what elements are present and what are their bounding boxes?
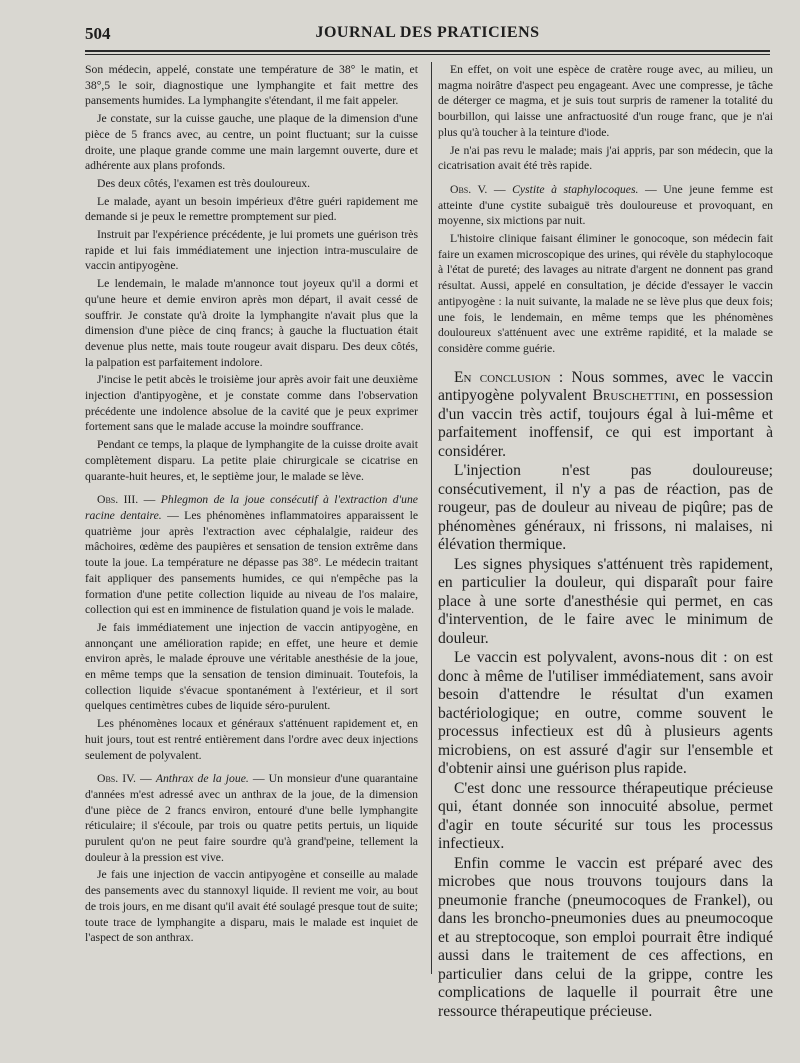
journal-title: JOURNAL DES PRATICIENS xyxy=(315,24,540,41)
header-rule-thin xyxy=(85,54,770,55)
conclusion-text-b: , en possession d'un vaccin très actif, toujours égal à lui-même et parfaitement inoffensif, ce qui est important à considérer. xyxy=(438,387,773,460)
paragraph: Enfin comme le vaccin est préparé avec des microbes que nous trouvons toujours dans la pneumonie franche (pneumocoques de Frankel), ou dans les broncho-pneumonies dues au pneumocoque et au streptocoque, son emploi pourrait être indiqué aussi dans le traitement de ces affections, en particulier dans celui de la grippe, contre les complications de laquelle il pourrait être une ressource thérapeutique précieuse. xyxy=(438,854,773,1020)
paragraph: Le lendemain, le malade m'annonce tout joyeux qu'il a dormi et qu'une heure et demie environ après mon départ, il avait cessé de souffrir. Je constate qu'à droite la lymphangite n'avait plus que la dimension d'une pièce de cinq francs; à gauche la fluctuation était devenue plus nette, mais toute rougeur avait disparu. Des deux côtés, la palpation est parfaitement indolore. xyxy=(85,277,418,369)
paragraph: Le vaccin est polyvalent, avons-nous dit : on est donc à même de l'utiliser immédiatement, sans avoir besoin d'attendre le résultat d'un examen bactériologique; en outre, comme souvent le processus infectieux est dû à plusieurs agents microbiens, on est assuré d'agir sur l'ensemble et d'obtenir ainsi une guérison plus rapide. xyxy=(438,649,773,778)
observation-title: Phlegmon de la joue consécutif à l'extraction d'une racine dentaire. xyxy=(85,493,418,522)
paragraph: Des deux côtés, l'examen est très douloureux. xyxy=(97,176,311,190)
conclusion-section xyxy=(438,369,773,1022)
observation-label: Obs. IV. — xyxy=(97,772,152,786)
conclusion-label: En conclusion : xyxy=(454,368,564,386)
paragraph: Les signes physiques s'atténuent très rapidement, en particulier la douleur, qui disparaît pour faire place à une sorte d'anesthésie qui permet, en cas d'intervention, de le faire avec le minimum de douleur. xyxy=(438,555,773,647)
page-number: 504 xyxy=(85,24,111,43)
right-small-text xyxy=(438,62,773,357)
observation-3 xyxy=(85,492,418,618)
observation-4 xyxy=(85,771,418,865)
paragraph: Son médecin, appelé, constate une température de 38° le matin, et 38°,5 le soir, diagnostique une lymphangite et fait mettre des pansements humides. La lymphangite s'étendant, il me fait appeler. xyxy=(85,63,418,108)
observation-title: Cystite à staphylocoques. xyxy=(512,182,639,196)
observation-text: — Les phénomènes inflammatoires apparaissent le quatrième jour après l'extraction avec céphalalgie, raideur des mâchoires, œdème des paupières et sensation de tension extrême dans toute la joue. La température ne dépasse pas 38°. Le médecin traitant fait appliquer des pansements humides, ce qui n'empêche pas la formation d'une petite collection liquide au niveau de l'os malaire, collection qui est en imminence de fistulation quand je vois le malade. xyxy=(85,508,419,617)
conclusion-paragraph xyxy=(438,369,773,462)
paragraph: Les phénomènes locaux et généraux s'atténuent rapidement et, en huit jours, tout est rentré entièrement dans l'ordre avec deux injections seulement de polyvalent. xyxy=(85,717,418,762)
conclusion-text-a: Nous sommes, avec le vaccin antipyogène polyvalent xyxy=(438,368,773,405)
author-name: Bruschettini xyxy=(592,387,676,405)
paragraph: J'incise le petit abcès le troisième jour après avoir fait une deuxième injection d'antipyogène, et je constate comme dans l'observation précédente une indolence absolue de la cavité que je peux exprimer fortement sans que le malade accuse la moindre souffrance. xyxy=(85,373,418,434)
column-divider xyxy=(431,62,432,974)
observation-text: — Une jeune femme est atteinte d'une cystite subaiguë très douloureuse et provoquant, en moyenne, six mictions par nuit. xyxy=(438,182,773,228)
paragraph: Instruit par l'expérience précédente, je lui promets une guérison très rapide et lui fais immédiatement une injection intra-musculaire de vaccin antipyogène. xyxy=(85,228,418,273)
paragraph: En effet, on voit une espèce de cratère rouge avec, au milieu, un magma noirâtre d'aspect peu engageant. Avec une compresse, je tâche de déterger ce magma, et je suis tout surpris de ramener la totalité du bourbillon, qui laisse une anfractuosité d'un rouge franc, que je n'ai plus qu'à toucher à la teinture d'iode. xyxy=(438,63,773,139)
paragraph: L'histoire clinique faisant éliminer le gonocoque, son médecin fait faire un examen microscopique des urines, qui révèle du staphylocoque à l'état de pureté; des lavages au nitrate d'argent ne donnent pas grand résultat. Aussi, appelé en consultation, je décide d'essayer le vaccin antipyogène : la nuit suivante, la malade ne se lève plus que deux fois; une fois, le lendemain, en même temps que les phénomènes douloureux s'atténuent avec une extrême rapidité, et la malade se considère comme guérie. xyxy=(438,232,773,355)
paragraph: C'est donc une ressource thérapeutique précieuse qui, étant donnée son innocuité absolue, permet d'agir en toute sécurité sur tous les processus infectieux. xyxy=(438,779,773,853)
paragraph: Je fais une injection de vaccin antipyogène et conseille au malade des pansements avec du stannoxyl liquide. Il revient me voir, au bout de trois jours, en me disant qu'il avait été soulagé presque tout de suite; toute trace de lymphangite a disparu, mais le malade est inquiet de l'aspect de son anthrax. xyxy=(85,868,418,945)
paragraph: Pendant ce temps, la plaque de lymphangite de la cuisse droite avait complètement disparu. La petite plaie chirurgicale se cicatrise en quarante-huit heures, et, le septième jour, le malade se lève. xyxy=(85,438,418,483)
paragraph: Le malade, ayant un besoin impérieux d'être guéri rapidement me demande si je peux le remettre promptement sur pied. xyxy=(85,194,418,224)
observation-title: Anthrax de la joue. xyxy=(155,772,249,786)
paragraph: Je n'ai pas revu le malade; mais j'ai appris, par son médecin, que la cicatrisation avait été très rapide. xyxy=(438,143,773,173)
paragraph: Je fais immédiatement une injection de vaccin antipyogène, en annonçant une amélioration rapide; en effet, une heure et demie environ après, le malade éprouve une véritable anesthésie de la joue, en même temps que la sensation de tension diminuait. Toutefois, la collection liquide s'évacue spontanément à l'extérieur, et il sort quelques centimètres cubes de liquide séro-purulent. xyxy=(85,620,418,713)
observation-text: — Un monsieur d'une quarantaine d'années m'est adressé avec un anthrax de la joue, de la dimension d'une pièce de 2 francs environ, entouré d'une belle lymphangite réticulaire; il s'écoule, par trois ou quatre petits pertuis, un liquide purulent qu'on ne peut faire sourdre qu'à grand'peine, tellement la douleur à la pression est vive. xyxy=(85,772,418,864)
paragraph: L'injection n'est pas douloureuse; consécutivement, il n'y a pas de réaction, pas de rougeur, pas de douleur au niveau de piqûre; pas de phénomènes généraux, ni frissons, ni malaises, ni élévation thermique. xyxy=(438,462,773,554)
observation-label: Obs. III. — xyxy=(97,493,156,507)
paragraph: Je constate, sur la cuisse gauche, une plaque de la dimension d'une pièce de 5 francs avec, au centre, un point fluctuant; sur la cuisse droite, une plaque grande comme une main largemnt ouverte, dure et adhérente aux plans profonds. xyxy=(85,112,418,173)
observation-5 xyxy=(438,182,773,229)
right-column xyxy=(438,62,773,1022)
left-column xyxy=(85,62,418,948)
header-rule xyxy=(85,50,770,52)
observation-label: Obs. V. — xyxy=(450,182,506,196)
page-header xyxy=(85,24,770,46)
